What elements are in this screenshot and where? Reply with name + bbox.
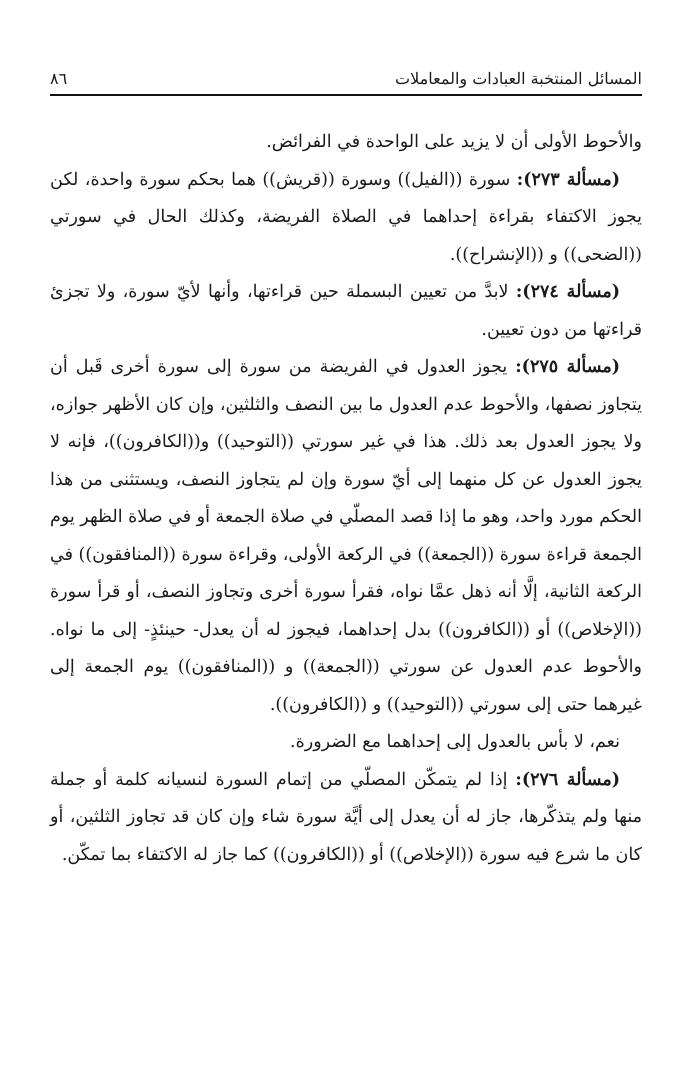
running-header: [50, 62, 642, 90]
issue-275: [50, 349, 642, 724]
issue-276: [50, 762, 642, 875]
running-title: المسائل المنتخبة العبادات والمعاملات: [395, 69, 642, 88]
issue-label: (مسألة ٢٧٤):: [515, 282, 620, 302]
issue-label: (مسألة ٢٧٦):: [515, 769, 621, 790]
issue-text: يجوز العدول في الفريضة من سورة إلى سورة أخرى قَبل أن يتجاوز نصفها، والأحوط عدم العدول ما بين النصف والثلثين، وإن كان الأظهر جوازه، ولا يجوز العدول بعد ذلك. هذا في غير سورتي ((التوحيد)) و((الكافرون))، فإنه لا يجوز العدول عن كل منهما إلى أيّ سورة وإن لم يتجاوز النصف، ويستثنى من هذا الحكم مورد واحد، وهو ما إذا قصد المصلّي في صلاة الجمعة أو في صلاة الظهر يوم الجمعة قراءة سورة ((الجمعة)) في الركعة الأولى، وقراءة سورة ((المنافقون)) في الركعة الثانية، إلَّا أنه ذهل عمَّا نواه، فقرأ سورة أخرى وتجاوز النصف، أو قرأ سورة ((الإخلاص)) أو ((الكافرون)) بدل إحداهما، فيجوز له أن يعدل- حينئذٍ- إلى ما نواه. والأحوط عدم العدول عن سورتي ((الجمعة)) و ((المنافقون)) يوم الجمعة إلى غيرهما حتى إلى سورتي ((التوحيد)) و ((الكافرون)).: [49, 357, 642, 715]
issue-text: لابدَّ من تعيين البسملة حين قراءتها، وأنها لأيّ سورة، ولا تجزئ قراءتها من دون تعيين.: [50, 282, 642, 340]
paragraph-text: نعم، لا بأس بالعدول إلى إحداهما مع الضرورة.: [290, 732, 620, 752]
paragraph-note: [50, 724, 642, 762]
page-body: [50, 124, 642, 874]
paragraph-text: والأحوط الأولى أن لا يزيد على الواحدة في الفرائض.: [266, 132, 642, 152]
page-number: ٨٦: [50, 69, 68, 88]
issue-label: (مسألة ٢٧٣):: [516, 169, 621, 190]
paragraph-continuation: [50, 124, 642, 162]
issue-text: سورة ((الفيل)) وسورة ((قريش)) هما بحكم سورة واحدة، لكن يجوز الاكتفاء بقراءة إحداهما في الصلاة الفريضة، وكذلك الحال في سورتي ((الضحى)) و ((الإنشراح)).: [50, 169, 642, 265]
issue-273: [50, 162, 642, 275]
issue-274: [50, 274, 642, 349]
issue-label: (مسألة ٢٧٥):: [515, 357, 620, 377]
header-rule: [50, 94, 642, 96]
issue-text: إذا لم يتمكّن المصلّي من إتمام السورة لنسيانه كلمة أو جملة منها ولم يتذكّرها، جاز له أن يعدل إلى أيَّة سورة شاء وإن كان قد تجاوز الثلثين، أو كان ما شرع فيه سورة ((الإخلاص)) أو ((الكافرون)) كما جاز له الاكتفاء بما تمكّن.: [50, 769, 642, 865]
